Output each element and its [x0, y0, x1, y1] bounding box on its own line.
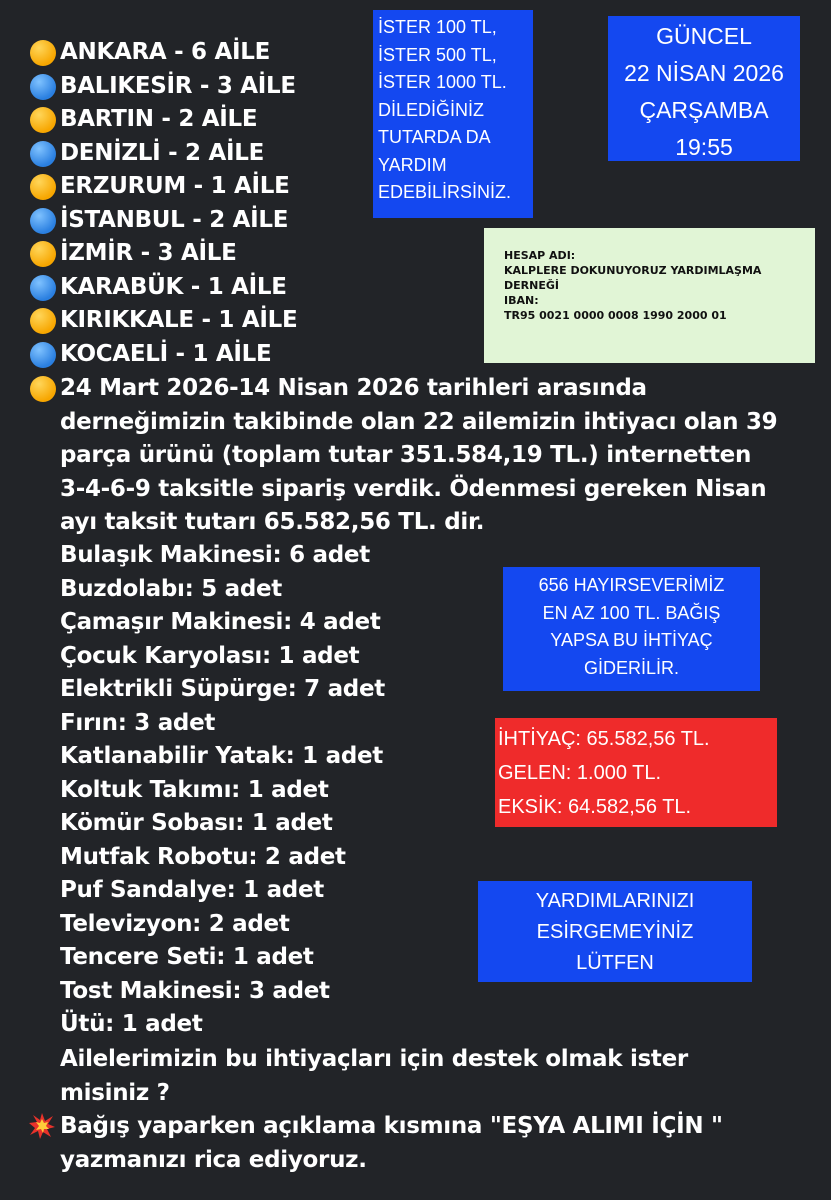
- blue-circle-icon: [30, 141, 56, 167]
- update-box: [608, 16, 800, 161]
- orange-circle-icon: [30, 241, 56, 267]
- item-line: Buzdolabı: 5 adet: [60, 575, 283, 602]
- item-line: Televizyon: 2 adet: [60, 910, 290, 937]
- city-text: DENİZLİ - 2 AİLE: [60, 139, 264, 166]
- note-text: Bağış yaparken açıklama kısmına "EŞYA ALIMI İÇİN ": [60, 1113, 723, 1139]
- item-line: Ütü: 1 adet: [60, 1011, 203, 1037]
- intro-line: derneğimizin takibinde olan 22 ailemizin ihtiyacı olan 39: [60, 408, 778, 435]
- orange-circle-icon: [30, 376, 56, 402]
- city-text: İSTANBUL - 2 AİLE: [60, 206, 289, 233]
- city-text: ANKARA - 6 AİLE: [60, 39, 270, 65]
- blue-circle-icon: [30, 74, 56, 100]
- city-line: [60, 170, 297, 204]
- donor-target-box: [503, 567, 760, 691]
- city-line: [60, 304, 297, 338]
- city-line: [60, 204, 297, 238]
- item-list: [60, 539, 385, 1042]
- city-line: [60, 237, 297, 271]
- orange-circle-icon: [30, 40, 56, 66]
- item-line: Bulaşık Makinesi: 6 adet: [60, 542, 370, 568]
- city-text: KOCAELİ - 1 AİLE: [60, 340, 272, 367]
- closing-question: [60, 1043, 820, 1110]
- orange-circle-icon: [30, 308, 56, 334]
- city-line: [60, 70, 297, 104]
- bank-account-text: HESAP ADI: KALPLERE DOKUNUYORUZ YARDIMLAŞMA DERNEĞİ IBAN: TR95 0021 0000 0008 1990 2000 01: [504, 249, 762, 322]
- item-line: Puf Sandalye: 1 adet: [60, 877, 324, 903]
- blue-circle-icon: [30, 275, 56, 301]
- city-line: [60, 36, 297, 70]
- intro-text: 24 Mart 2026-14 Nisan 2026 tarihleri arasında: [60, 375, 647, 401]
- city-text: İZMİR - 3 AİLE: [60, 240, 237, 266]
- orange-circle-icon: [30, 174, 56, 200]
- city-text: BALIKESİR - 3 AİLE: [60, 72, 296, 99]
- intro-line: ayı taksit tutarı 65.582,56 TL. dir.: [60, 509, 485, 535]
- note-line: yazmanızı rica ediyoruz.: [60, 1146, 367, 1173]
- city-text: BARTIN - 2 AİLE: [60, 106, 258, 132]
- city-text: KIRIKKALE - 1 AİLE: [60, 307, 298, 333]
- item-line: Mutfak Robotu: 2 adet: [60, 843, 346, 870]
- bank-account-box: [484, 228, 815, 363]
- item-line: Koltuk Takımı: 1 adet: [60, 776, 329, 803]
- item-line: Katlanabilir Yatak: 1 adet: [60, 743, 383, 769]
- item-line: Tost Makinesi: 3 adet: [60, 977, 330, 1004]
- item-line: Elektrikli Süpürge: 7 adet: [60, 676, 385, 702]
- blue-circle-icon: [30, 208, 56, 234]
- amount-options-box: [373, 10, 533, 218]
- donor-target-text: 656 HAYIRSEVERİMİZ EN AZ 100 TL. BAĞIŞ YAPSA BU İHTİYAÇ GİDERİLİR.: [538, 575, 725, 678]
- item-line: Fırın: 3 adet: [60, 709, 216, 736]
- funding-status-box: [495, 718, 777, 827]
- donation-note: [60, 1110, 820, 1177]
- closing-line: Ailelerimizin bu ihtiyaçları için destek olmak ister: [60, 1046, 688, 1072]
- item-line: Kömür Sobası: 1 adet: [60, 810, 333, 836]
- update-text: GÜNCEL 22 NİSAN 2026 ÇARŞAMBA 19:55: [624, 23, 784, 160]
- intro-line: [60, 372, 820, 406]
- closing-line: misiniz ?: [60, 1079, 170, 1106]
- item-line: Çocuk Karyolası: 1 adet: [60, 642, 360, 669]
- note-line: [60, 1110, 820, 1144]
- intro-line: parça ürünü (toplam tutar 351.584,19 TL.) internetten: [60, 442, 752, 468]
- item-line: Çamaşır Makinesi: 4 adet: [60, 609, 381, 635]
- collision-icon: [28, 1112, 56, 1140]
- city-line: [60, 338, 297, 372]
- item-line: Tencere Seti: 1 adet: [60, 944, 314, 970]
- plea-text: YARDIMLARINIZI ESİRGEMEYİNİZ LÜTFEN: [535, 890, 695, 974]
- blue-circle-icon: [30, 342, 56, 368]
- city-text: ERZURUM - 1 AİLE: [60, 173, 290, 199]
- funding-status-text: İHTİYAÇ: 65.582,56 TL. GELEN: 1.000 TL. EKSİK: 64.582,56 TL.: [498, 728, 710, 818]
- city-line: [60, 103, 297, 137]
- orange-circle-icon: [30, 107, 56, 133]
- intro-line: 3-4-6-9 taksitle sipariş verdik. Ödenmesi gereken Nisan: [60, 475, 767, 502]
- amount-options-text: İSTER 100 TL, İSTER 500 TL, İSTER 1000 TL. DİLEDİĞİNİZ TUTARDA DA YARDIM EDEBİLİRSİNİZ.: [378, 17, 512, 202]
- city-line: [60, 137, 297, 171]
- city-text: KARABÜK - 1 AİLE: [60, 273, 287, 300]
- plea-box: [478, 881, 752, 982]
- city-list: [60, 36, 297, 371]
- city-line: [60, 271, 297, 305]
- intro-paragraph: [60, 372, 820, 540]
